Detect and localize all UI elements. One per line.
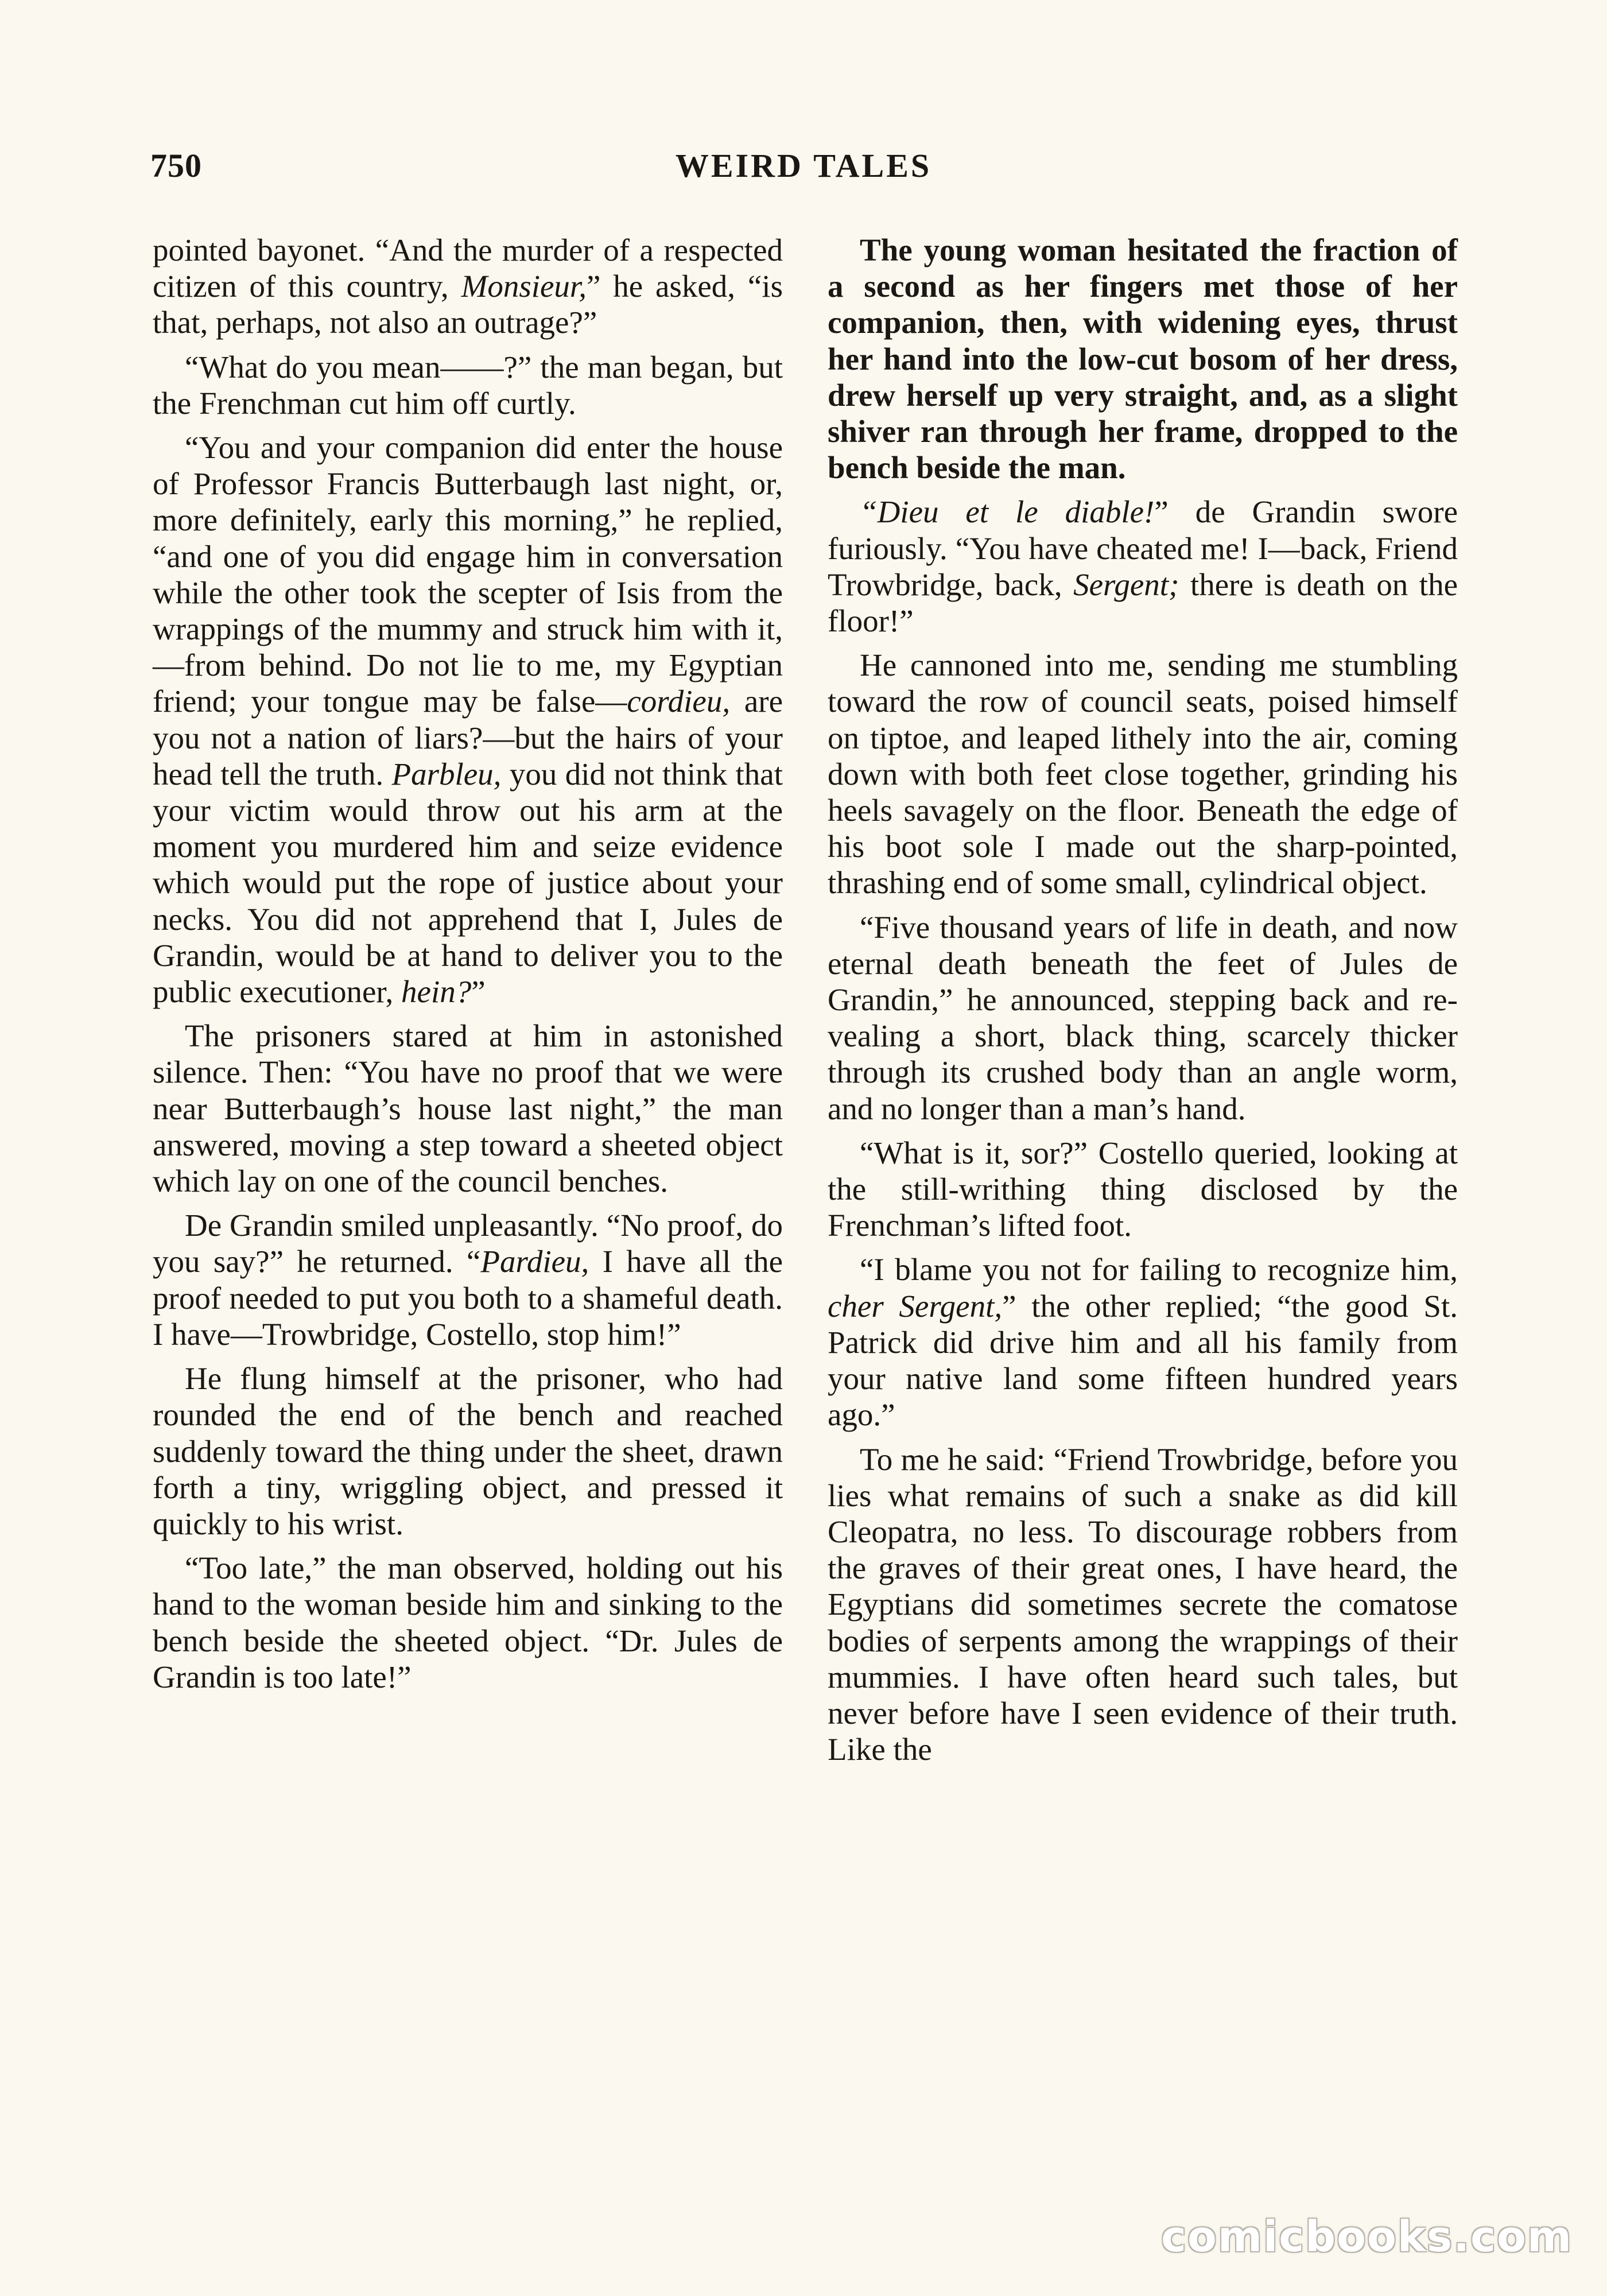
left-paragraph-6: He flung himself at the prisoner, who had rounded the end of the bench and reached suddenly toward the thing under the sheet, drawn forth a tiny, wriggling object, and pressed it quickly to his wrist. [153,1361,783,1541]
right-paragraph-5: “What is it, sor?” Costello queried, looking at the still-writhing thing disclosed by the Frenchman’s lifted foot. [828,1135,1458,1243]
left-paragraph-7: “Too late,” the man observed, holding out his hand to the woman beside him and sinking to the bench beside the sheeted object. “Dr. Jules de Grandin is too late!” [153,1550,783,1694]
right-paragraph-4: “Five thousand years of life in death, and now eternal death beneath the feet of Jules de Grandin,” he announced, stepping back and revealing a short, black thing, scarcely thicker through its crushed body than an angle worm, and no longer than a man’s hand. [828,909,1458,1126]
left-column [153,232,783,1703]
page-number: 750 [150,147,202,184]
left-paragraph-3: “You and your companion did enter the house of Professor Francis Butterbaugh last night, or, more definitely, early this morning,” he replied, “and one of you did engage him in conversation while the other took the scepter of Isis from the wrappings of the mummy and struck him with it, —from behind. Do not lie to me, my Egyptian friend; your tongue may be false—cordieu, are you not a nation of liars?—but the hairs of your head tell the truth. Parbleu, you did not think that your victim would throw out his arm at the moment you murdered him and seize evidence which would put the rope of justice about your necks. You did not apprehend that I, Jules de Grandin, would be at hand to deliver you to the public executioner, hein?” [153,430,783,1010]
running-title: WEIRD TALES [675,147,932,184]
right-paragraph-1: The young woman hesitated the fraction of a second as her fingers met those of her companion, then, with widening eyes, thrust her hand into the low-cut bosom of her dress, drew herself up very straight, and, as a slight shiver ran through her frame, dropped to the bench beside the man. [828,232,1458,486]
left-paragraph-1: pointed bayonet. “And the murder of a respected citizen of this country, Monsieur,” he asked, “is that, perhaps, not also an outrage?” [153,232,783,340]
left-paragraph-5: De Grandin smiled unpleasantly. “No proof, do you say?” he returned. “Pardieu, I have all the proof needed to put you both to a shameful death. I have—Trowbridge, Costello, stop him!” [153,1208,783,1352]
right-paragraph-2: “Dieu et le diable!” de Grandin swore furiously. “You have cheated me! I—back, Friend Trowbridge, back, Sergent; there is death on the floor!” [828,494,1458,639]
right-paragraph-7: To me he said: “Friend Trowbridge, before you lies what remains of such a snake as did kill Cleopatra, no less. To discourage robbers from the graves of their great ones, I have heard, the Egyptians did sometimes secrete the comatose bodies of serpents among the wrappings of their mummies. I have often heard such tales, but never before have I seen evidence of their truth. Like the [828,1441,1458,1767]
right-column [828,232,1458,1775]
left-paragraph-2: “What do you mean——?” the man began, but the Frenchman cut him off curtly. [153,349,783,421]
watermark: comicbooks.com [1161,2212,1573,2262]
left-paragraph-4: The prisoners stared at him in astonished silence. Then: “You have no proof that we were near Butterbaugh’s house last night,” the man answered, moving a step toward a sheeted object which lay on one of the council benches. [153,1018,783,1199]
right-paragraph-3: He cannoned into me, sending me stumbling toward the row of council seats, poised himself on tiptoe, and leaped lithely into the air, coming down with both feet close together, grinding his heels savagely on the floor. Beneath the edge of his boot sole I made out the sharp-pointed, thrashing end of some small, cylindrical object. [828,647,1458,901]
right-paragraph-6: “I blame you not for failing to recognize him, cher Sergent,” the other replied; “the good St. Patrick did drive him and all his family from your native land some fifteen hundred years ago.” [828,1252,1458,1433]
